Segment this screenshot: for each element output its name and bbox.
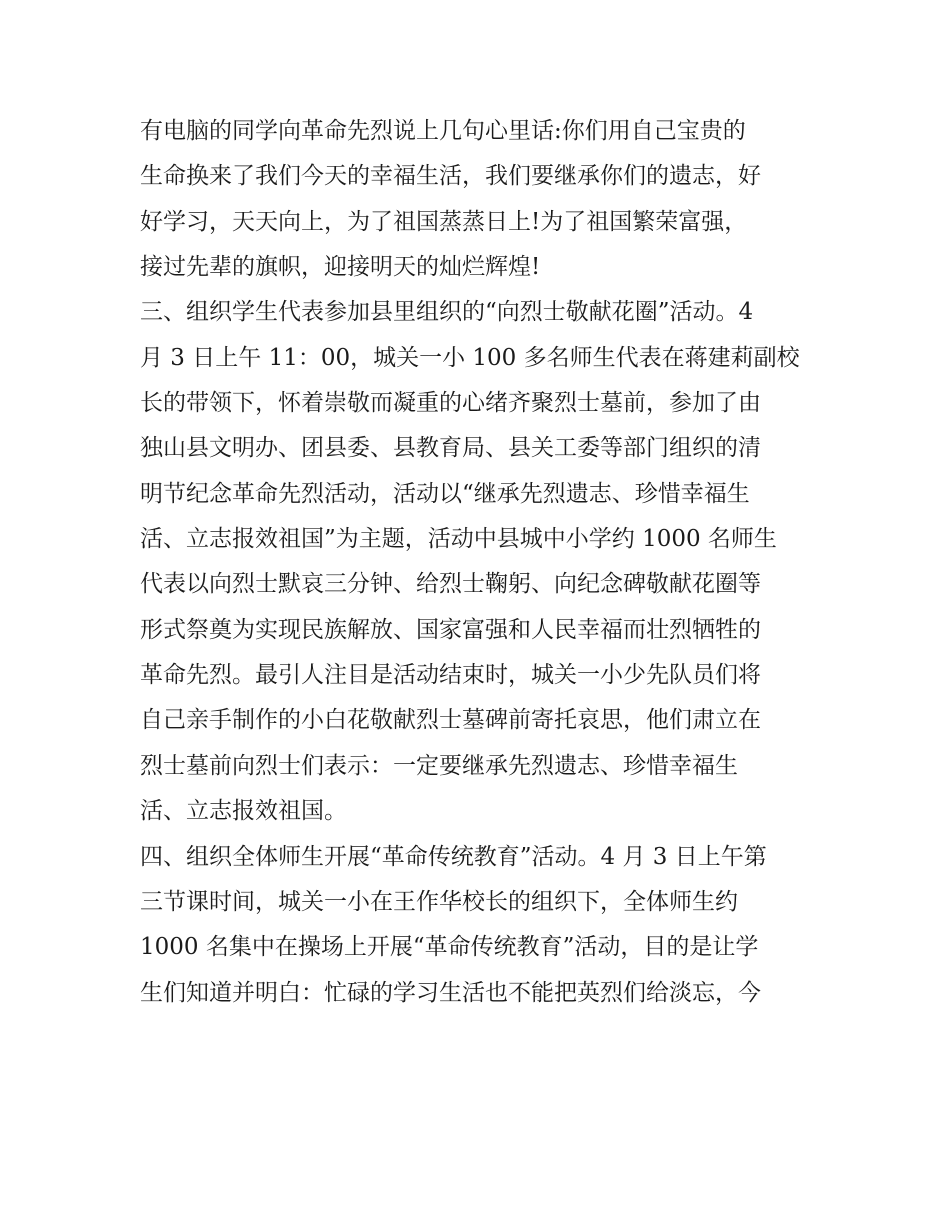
text-line: 独山县文明办、团县委、县教育局、县关工委等部门组织的清 xyxy=(140,435,761,462)
text-line: 三节课时间，城关一小在王作华校长的组织下，全体师生约 xyxy=(140,888,738,915)
text-line: 四、组织全体师生开展“革命传统教育”活动。4 月 3 日上午第 xyxy=(140,843,767,870)
text-line: 明节纪念革命先烈活动，活动以“继承先烈遗志、珍惜幸福生 xyxy=(140,480,750,507)
text-line: 三、组织学生代表参加县里组织的“向烈士敬献花圈”活动。4 xyxy=(140,299,754,326)
text-line: 自己亲手制作的小白花敬献烈士墓碑前寄托哀思，他们肃立在 xyxy=(140,707,761,734)
text-line: 接过先辈的旗帜，迎接明天的灿烂辉煌! xyxy=(140,254,541,281)
text-line: 有电脑的同学向革命先烈说上几句心里话:你们用自己宝贵的 xyxy=(140,118,746,144)
text-line: 好学习，天天向上，为了祖国蒸蒸日上!为了祖国繁荣富强， xyxy=(140,208,748,235)
text-line: 代表以向烈士默哀三分钟、给烈士鞠躬、向纪念碑敬献花圈等 xyxy=(140,571,761,598)
text-line: 生命换来了我们今天的幸福生活，我们要继承你们的遗志，好 xyxy=(140,163,761,190)
text-line: 1000 名集中在操场上开展“革命传统教育”活动，目的是让学 xyxy=(140,934,759,961)
text-line: 烈士墓前向烈士们表示：一定要继承先烈遗志、珍惜幸福生 xyxy=(140,752,738,779)
body-text xyxy=(140,109,820,1016)
text-line: 活、立志报效祖国”为主题，活动中县城中小学约 1000 名师生 xyxy=(140,526,777,553)
text-line: 月 3 日上午 11：00，城关一小 100 多名师生代表在蒋建莉副校 xyxy=(140,344,800,371)
text-line: 长的带领下，怀着崇敬而凝重的心绪齐聚烈士墓前，参加了由 xyxy=(140,390,761,417)
text-line: 活、立志报效祖国。 xyxy=(140,798,347,825)
text-line: 生们知道并明白：忙碌的学习生活也不能把英烈们给淡忘，今 xyxy=(140,979,761,1006)
text-line: 革命先烈。最引人注目是活动结束时，城关一小少先队员们将 xyxy=(140,662,761,689)
text-line: 形式祭奠为实现民族解放、国家富强和人民幸福而壮烈牺牲的 xyxy=(140,616,761,643)
